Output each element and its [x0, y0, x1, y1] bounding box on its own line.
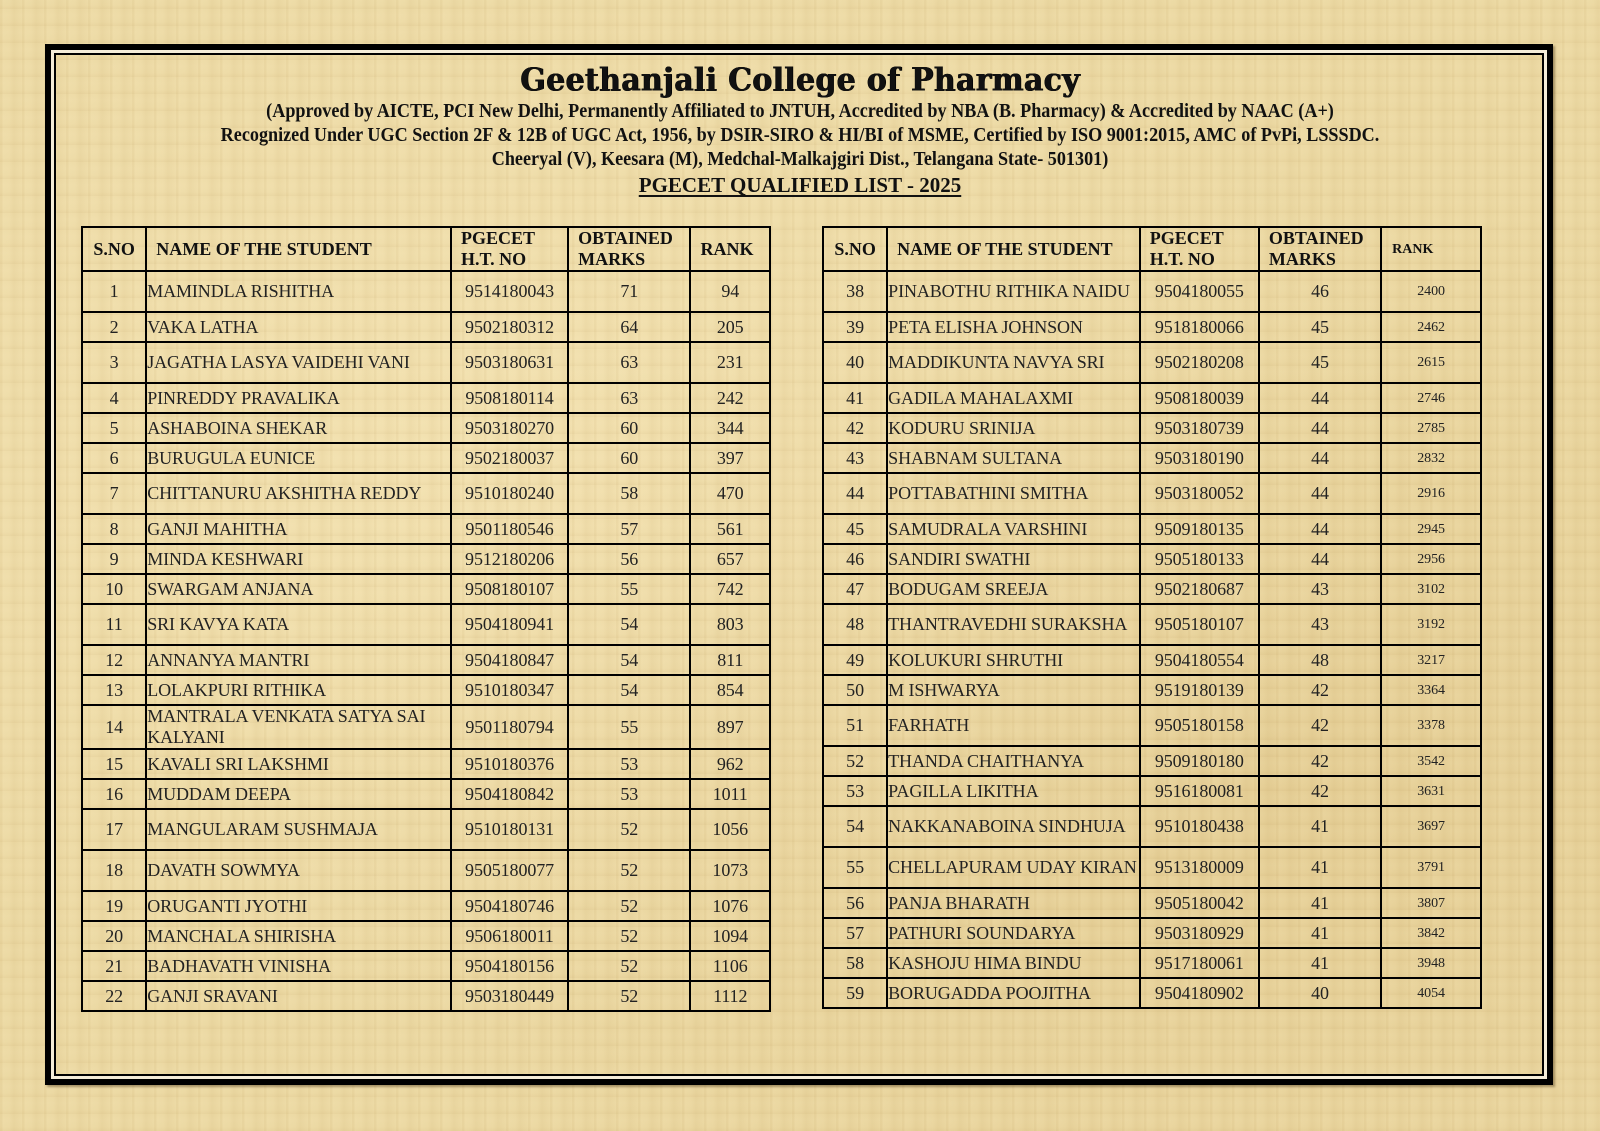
- cell-marks: 42: [1259, 746, 1381, 776]
- cell-ht-no: 9514180043: [451, 271, 568, 312]
- cell-sno: 38: [823, 271, 887, 312]
- cell-rank: 1094: [690, 921, 770, 951]
- table-row: [82, 443, 770, 473]
- table-row: [82, 645, 770, 675]
- cell-sno: 1: [82, 271, 146, 312]
- cell-student-name: KASHOJU HIMA BINDU: [887, 948, 1140, 978]
- table-row: [823, 574, 1481, 604]
- cell-student-name: MADDIKUNTA NAVYA SRI: [887, 342, 1140, 383]
- cell-ht-no: 9501180546: [451, 514, 568, 544]
- cell-ht-no: 9510180240: [451, 473, 568, 514]
- cell-student-name: PINABOTHU RITHIKA NAIDU: [887, 271, 1140, 312]
- cell-student-name: PETA ELISHA JOHNSON: [887, 312, 1140, 342]
- cell-marks: 54: [568, 645, 690, 675]
- cell-sno: 9: [82, 544, 146, 574]
- table-row: [82, 473, 770, 514]
- table-row: [82, 675, 770, 705]
- cell-ht-no: 9508180114: [451, 383, 568, 413]
- cell-marks: 44: [1259, 443, 1381, 473]
- cell-ht-no: 9504180746: [451, 891, 568, 921]
- cell-rank: 4054: [1381, 978, 1481, 1008]
- ht-header-line2: H.T. NO: [1149, 249, 1215, 269]
- table-row: [82, 891, 770, 921]
- cell-student-name: MANGULARAM SUSHMAJA: [146, 809, 451, 850]
- cell-student-name: ANNANYA MANTRI: [146, 645, 451, 675]
- table-row: [82, 705, 770, 749]
- cell-student-name: MAMINDLA RISHITHA: [146, 271, 451, 312]
- cell-student-name: SHABNAM SULTANA: [887, 443, 1140, 473]
- cell-sno: 13: [82, 675, 146, 705]
- cell-rank: 3542: [1381, 746, 1481, 776]
- cell-rank: 3697: [1381, 806, 1481, 847]
- cell-rank: 803: [690, 604, 770, 645]
- cell-student-name: PANJA BHARATH: [887, 888, 1140, 918]
- cell-rank: 3364: [1381, 675, 1481, 705]
- cell-rank: 3631: [1381, 776, 1481, 806]
- cell-rank: 3102: [1381, 574, 1481, 604]
- cell-ht-no: 9502180312: [451, 312, 568, 342]
- cell-ht-no: 9513180009: [1140, 847, 1259, 888]
- cell-student-name: CHELLAPURAM UDAY KIRAN: [887, 847, 1140, 888]
- cell-sno: 42: [823, 413, 887, 443]
- table-row: [823, 776, 1481, 806]
- cell-ht-no: 9510180347: [451, 675, 568, 705]
- cell-rank: 397: [690, 443, 770, 473]
- cell-ht-no: 9504180847: [451, 645, 568, 675]
- cell-sno: 2: [82, 312, 146, 342]
- cell-marks: 71: [568, 271, 690, 312]
- table-row: [82, 312, 770, 342]
- table-header-row: [82, 227, 770, 271]
- column-header-rank: RANK: [690, 227, 770, 271]
- cell-rank: 897: [690, 705, 770, 749]
- cell-marks: 42: [1259, 705, 1381, 746]
- cell-ht-no: 9504180902: [1140, 978, 1259, 1008]
- cell-student-name: PINREDDY PRAVALIKA: [146, 383, 451, 413]
- table-row: [82, 544, 770, 574]
- cell-sno: 3: [82, 342, 146, 383]
- table-row: [823, 888, 1481, 918]
- cell-student-name: POTTABATHINI SMITHA: [887, 473, 1140, 514]
- table-row: [82, 413, 770, 443]
- cell-sno: 53: [823, 776, 887, 806]
- cell-marks: 40: [1259, 978, 1381, 1008]
- cell-sno: 40: [823, 342, 887, 383]
- cell-student-name: KOLUKURI SHRUTHI: [887, 645, 1140, 675]
- cell-marks: 55: [568, 705, 690, 749]
- cell-sno: 5: [82, 413, 146, 443]
- cell-rank: 2832: [1381, 443, 1481, 473]
- column-header-marks: [1259, 227, 1381, 271]
- cell-student-name: SAMUDRALA VARSHINI: [887, 514, 1140, 544]
- column-header-name: NAME OF THE STUDENT: [887, 227, 1140, 271]
- cell-sno: 6: [82, 443, 146, 473]
- cell-sno: 55: [823, 847, 887, 888]
- cell-marks: 48: [1259, 645, 1381, 675]
- cell-marks: 42: [1259, 675, 1381, 705]
- table-row: [82, 342, 770, 383]
- cell-student-name: ORUGANTI JYOTHI: [146, 891, 451, 921]
- qualified-list-table-left: [81, 226, 771, 1012]
- cell-sno: 44: [823, 473, 887, 514]
- cell-student-name: SANDIRI SWATHI: [887, 544, 1140, 574]
- table-row: [82, 809, 770, 850]
- cell-rank: 561: [690, 514, 770, 544]
- table-row: [82, 951, 770, 981]
- cell-rank: 2462: [1381, 312, 1481, 342]
- column-header-name: NAME OF THE STUDENT: [146, 227, 451, 271]
- table-row: [823, 544, 1481, 574]
- qualified-list-table-right: [822, 226, 1482, 1009]
- cell-student-name: FARHATH: [887, 705, 1140, 746]
- cell-ht-no: 9505180077: [451, 850, 568, 891]
- cell-ht-no: 9505180158: [1140, 705, 1259, 746]
- table-row: [82, 921, 770, 951]
- cell-rank: 2945: [1381, 514, 1481, 544]
- column-header-sno: S.NO: [823, 227, 887, 271]
- cell-rank: 2746: [1381, 383, 1481, 413]
- cell-marks: 44: [1259, 413, 1381, 443]
- cell-ht-no: 9517180061: [1140, 948, 1259, 978]
- cell-sno: 20: [82, 921, 146, 951]
- cell-ht-no: 9510180376: [451, 749, 568, 779]
- table-row: [823, 705, 1481, 746]
- cell-marks: 41: [1259, 888, 1381, 918]
- recognition-line: Recognized Under UGC Section 2F & 12B of UGC Act, 1956, by DSIR-SIRO & HI/BI of MSME, Certified by ISO 9001:2015, AMC of PvPi, LSSSDC.: [220, 125, 1380, 146]
- cell-rank: 1073: [690, 850, 770, 891]
- marks-header-line1: OBTAINED: [578, 228, 673, 248]
- cell-rank: 3948: [1381, 948, 1481, 978]
- ht-header-line1: PGECET: [1149, 228, 1224, 248]
- cell-student-name: GANJI SRAVANI: [146, 981, 451, 1011]
- cell-ht-no: 9505180107: [1140, 604, 1259, 645]
- cell-student-name: KODURU SRINIJA: [887, 413, 1140, 443]
- cell-rank: 231: [690, 342, 770, 383]
- cell-rank: 2785: [1381, 413, 1481, 443]
- cell-student-name: NAKKANABOINA SINDHUJA: [887, 806, 1140, 847]
- cell-marks: 54: [568, 604, 690, 645]
- table-row: [823, 847, 1481, 888]
- cell-student-name: VAKA LATHA: [146, 312, 451, 342]
- cell-sno: 56: [823, 888, 887, 918]
- approval-line: (Approved by AICTE, PCI New Delhi, Permanently Affiliated to JNTUH, Accredited by NBA (B. Pharmacy) & Accredited by NAAC (A+): [266, 101, 1334, 122]
- cell-sno: 10: [82, 574, 146, 604]
- column-header-ht-no: [451, 227, 568, 271]
- cell-sno: 50: [823, 675, 887, 705]
- cell-rank: 657: [690, 544, 770, 574]
- table-row: [823, 514, 1481, 544]
- cell-sno: 41: [823, 383, 887, 413]
- cell-student-name: BODUGAM SREEJA: [887, 574, 1140, 604]
- cell-ht-no: 9503180929: [1140, 918, 1259, 948]
- column-header-ht-no: [1140, 227, 1259, 271]
- table-row: [82, 383, 770, 413]
- address-line: Cheeryal (V), Keesara (M), Medchal-Malkajgiri Dist., Telangana State- 501301): [491, 149, 1109, 170]
- cell-marks: 41: [1259, 806, 1381, 847]
- cell-ht-no: 9502180687: [1140, 574, 1259, 604]
- cell-ht-no: 9504180554: [1140, 645, 1259, 675]
- table-row: [823, 978, 1481, 1008]
- cell-rank: 1011: [690, 779, 770, 809]
- cell-student-name: M ISHWARYA: [887, 675, 1140, 705]
- cell-rank: 3378: [1381, 705, 1481, 746]
- cell-sno: 49: [823, 645, 887, 675]
- table-row: [823, 806, 1481, 847]
- cell-ht-no: 9510180131: [451, 809, 568, 850]
- table-row: [823, 645, 1481, 675]
- cell-ht-no: 9503180449: [451, 981, 568, 1011]
- cell-marks: 42: [1259, 776, 1381, 806]
- cell-marks: 56: [568, 544, 690, 574]
- cell-sno: 12: [82, 645, 146, 675]
- cell-student-name: MANCHALA SHIRISHA: [146, 921, 451, 951]
- table-row: [823, 746, 1481, 776]
- cell-marks: 46: [1259, 271, 1381, 312]
- cell-ht-no: 9502180208: [1140, 342, 1259, 383]
- cell-ht-no: 9512180206: [451, 544, 568, 574]
- cell-rank: 205: [690, 312, 770, 342]
- cell-marks: 60: [568, 413, 690, 443]
- cell-sno: 47: [823, 574, 887, 604]
- cell-sno: 19: [82, 891, 146, 921]
- cell-ht-no: 9503180270: [451, 413, 568, 443]
- cell-ht-no: 9509180135: [1140, 514, 1259, 544]
- cell-marks: 43: [1259, 574, 1381, 604]
- cell-marks: 41: [1259, 948, 1381, 978]
- cell-sno: 4: [82, 383, 146, 413]
- cell-marks: 45: [1259, 342, 1381, 383]
- table-row: [82, 271, 770, 312]
- cell-rank: 962: [690, 749, 770, 779]
- cell-marks: 54: [568, 675, 690, 705]
- cell-ht-no: 9501180794: [451, 705, 568, 749]
- cell-marks: 44: [1259, 544, 1381, 574]
- cell-sno: 18: [82, 850, 146, 891]
- cell-ht-no: 9516180081: [1140, 776, 1259, 806]
- cell-student-name: CHITTANURU AKSHITHA REDDY: [146, 473, 451, 514]
- table-row: [82, 981, 770, 1011]
- table-row: [823, 413, 1481, 443]
- cell-ht-no: 9504180055: [1140, 271, 1259, 312]
- cell-rank: 1076: [690, 891, 770, 921]
- cell-ht-no: 9508180039: [1140, 383, 1259, 413]
- cell-ht-no: 9503180631: [451, 342, 568, 383]
- cell-sno: 54: [823, 806, 887, 847]
- cell-marks: 53: [568, 779, 690, 809]
- cell-marks: 41: [1259, 918, 1381, 948]
- table-row: [823, 675, 1481, 705]
- cell-sno: 59: [823, 978, 887, 1008]
- cell-student-name: LOLAKPURI RITHIKA: [146, 675, 451, 705]
- cell-marks: 44: [1259, 383, 1381, 413]
- cell-marks: 60: [568, 443, 690, 473]
- cell-marks: 64: [568, 312, 690, 342]
- cell-marks: 52: [568, 921, 690, 951]
- cell-sno: 22: [82, 981, 146, 1011]
- cell-rank: 344: [690, 413, 770, 443]
- table-row: [82, 604, 770, 645]
- cell-ht-no: 9502180037: [451, 443, 568, 473]
- cell-student-name: BURUGULA EUNICE: [146, 443, 451, 473]
- marks-header-line2: MARKS: [1268, 249, 1336, 269]
- cell-ht-no: 9505180133: [1140, 544, 1259, 574]
- cell-sno: 39: [823, 312, 887, 342]
- ht-header-line2: H.T. NO: [460, 249, 527, 269]
- table-row: [82, 574, 770, 604]
- cell-student-name: MUDDAM DEEPA: [146, 779, 451, 809]
- cell-student-name: BADHAVATH VINISHA: [146, 951, 451, 981]
- cell-marks: 63: [568, 383, 690, 413]
- cell-ht-no: 9519180139: [1140, 675, 1259, 705]
- cell-student-name: PATHURI SOUNDARYA: [887, 918, 1140, 948]
- cell-rank: 94: [690, 271, 770, 312]
- cell-marks: 55: [568, 574, 690, 604]
- cell-ht-no: 9510180438: [1140, 806, 1259, 847]
- table-row: [823, 383, 1481, 413]
- cell-sno: 57: [823, 918, 887, 948]
- cell-ht-no: 9504180156: [451, 951, 568, 981]
- cell-student-name: DAVATH SOWMYA: [146, 850, 451, 891]
- cell-ht-no: 9506180011: [451, 921, 568, 951]
- cell-marks: 44: [1259, 514, 1381, 544]
- table-row: [82, 749, 770, 779]
- document-header: [0, 62, 1600, 198]
- cell-rank: 1056: [690, 809, 770, 850]
- cell-sno: 46: [823, 544, 887, 574]
- cell-marks: 52: [568, 850, 690, 891]
- cell-sno: 17: [82, 809, 146, 850]
- table-row: [823, 473, 1481, 514]
- cell-ht-no: 9504180842: [451, 779, 568, 809]
- table-row: [823, 443, 1481, 473]
- cell-marks: 58: [568, 473, 690, 514]
- cell-student-name: SRI KAVYA KATA: [146, 604, 451, 645]
- cell-marks: 57: [568, 514, 690, 544]
- cell-rank: 854: [690, 675, 770, 705]
- cell-marks: 52: [568, 809, 690, 850]
- cell-student-name: BORUGADDA POOJITHA: [887, 978, 1140, 1008]
- cell-student-name: THANDA CHAITHANYA: [887, 746, 1140, 776]
- cell-student-name: THANTRAVEDHI SURAKSHA: [887, 604, 1140, 645]
- cell-rank: 242: [690, 383, 770, 413]
- cell-sno: 58: [823, 948, 887, 978]
- cell-ht-no: 9509180180: [1140, 746, 1259, 776]
- cell-student-name: MINDA KESHWARI: [146, 544, 451, 574]
- cell-marks: 63: [568, 342, 690, 383]
- cell-student-name: ASHABOINA SHEKAR: [146, 413, 451, 443]
- table-header-row: [823, 227, 1481, 271]
- marks-header-line1: OBTAINED: [1268, 228, 1364, 248]
- cell-marks: 41: [1259, 847, 1381, 888]
- marks-header-line2: MARKS: [578, 249, 646, 269]
- cell-rank: 1112: [690, 981, 770, 1011]
- table-row: [823, 271, 1481, 312]
- cell-rank: 2400: [1381, 271, 1481, 312]
- cell-marks: 43: [1259, 604, 1381, 645]
- cell-rank: 3807: [1381, 888, 1481, 918]
- cell-rank: 470: [690, 473, 770, 514]
- cell-rank: 3791: [1381, 847, 1481, 888]
- table-row: [823, 342, 1481, 383]
- cell-rank: 742: [690, 574, 770, 604]
- cell-marks: 44: [1259, 473, 1381, 514]
- cell-marks: 45: [1259, 312, 1381, 342]
- cell-rank: 2615: [1381, 342, 1481, 383]
- cell-sno: 7: [82, 473, 146, 514]
- cell-marks: 52: [568, 891, 690, 921]
- table-row: [82, 779, 770, 809]
- cell-sno: 8: [82, 514, 146, 544]
- cell-student-name: JAGATHA LASYA VAIDEHI VANI: [146, 342, 451, 383]
- cell-student-name: MANTRALA VENKATA SATYA SAI KALYANI: [146, 705, 451, 749]
- cell-rank: 2916: [1381, 473, 1481, 514]
- cell-rank: 3842: [1381, 918, 1481, 948]
- cell-sno: 52: [823, 746, 887, 776]
- cell-sno: 16: [82, 779, 146, 809]
- cell-ht-no: 9508180107: [451, 574, 568, 604]
- cell-sno: 45: [823, 514, 887, 544]
- cell-sno: 14: [82, 705, 146, 749]
- cell-ht-no: 9504180941: [451, 604, 568, 645]
- ht-header-line1: PGECET: [460, 228, 535, 248]
- column-header-marks: [568, 227, 690, 271]
- cell-student-name: SWARGAM ANJANA: [146, 574, 451, 604]
- cell-rank: 811: [690, 645, 770, 675]
- table-row: [823, 918, 1481, 948]
- cell-ht-no: 9503180739: [1140, 413, 1259, 443]
- cell-marks: 52: [568, 951, 690, 981]
- cell-student-name: PAGILLA LIKITHA: [887, 776, 1140, 806]
- column-header-sno: S.NO: [82, 227, 146, 271]
- cell-sno: 21: [82, 951, 146, 981]
- column-header-rank: RANK: [1381, 227, 1481, 271]
- cell-student-name: KAVALI SRI LAKSHMI: [146, 749, 451, 779]
- cell-sno: 15: [82, 749, 146, 779]
- table-row: [823, 604, 1481, 645]
- table-row: [82, 514, 770, 544]
- cell-rank: 3192: [1381, 604, 1481, 645]
- cell-sno: 11: [82, 604, 146, 645]
- cell-ht-no: 9503180052: [1140, 473, 1259, 514]
- list-title: PGECET QUALIFIED LIST - 2025: [638, 173, 962, 197]
- cell-ht-no: 9518180066: [1140, 312, 1259, 342]
- cell-marks: 52: [568, 981, 690, 1011]
- table-row: [82, 850, 770, 891]
- cell-rank: 3217: [1381, 645, 1481, 675]
- cell-marks: 53: [568, 749, 690, 779]
- cell-sno: 43: [823, 443, 887, 473]
- college-name: Geethanjali College of Pharmacy: [520, 62, 1080, 99]
- cell-student-name: GANJI MAHITHA: [146, 514, 451, 544]
- cell-sno: 48: [823, 604, 887, 645]
- cell-rank: 1106: [690, 951, 770, 981]
- cell-student-name: GADILA MAHALAXMI: [887, 383, 1140, 413]
- cell-rank: 2956: [1381, 544, 1481, 574]
- cell-ht-no: 9503180190: [1140, 443, 1259, 473]
- table-row: [823, 312, 1481, 342]
- cell-sno: 51: [823, 705, 887, 746]
- cell-ht-no: 9505180042: [1140, 888, 1259, 918]
- table-row: [823, 948, 1481, 978]
